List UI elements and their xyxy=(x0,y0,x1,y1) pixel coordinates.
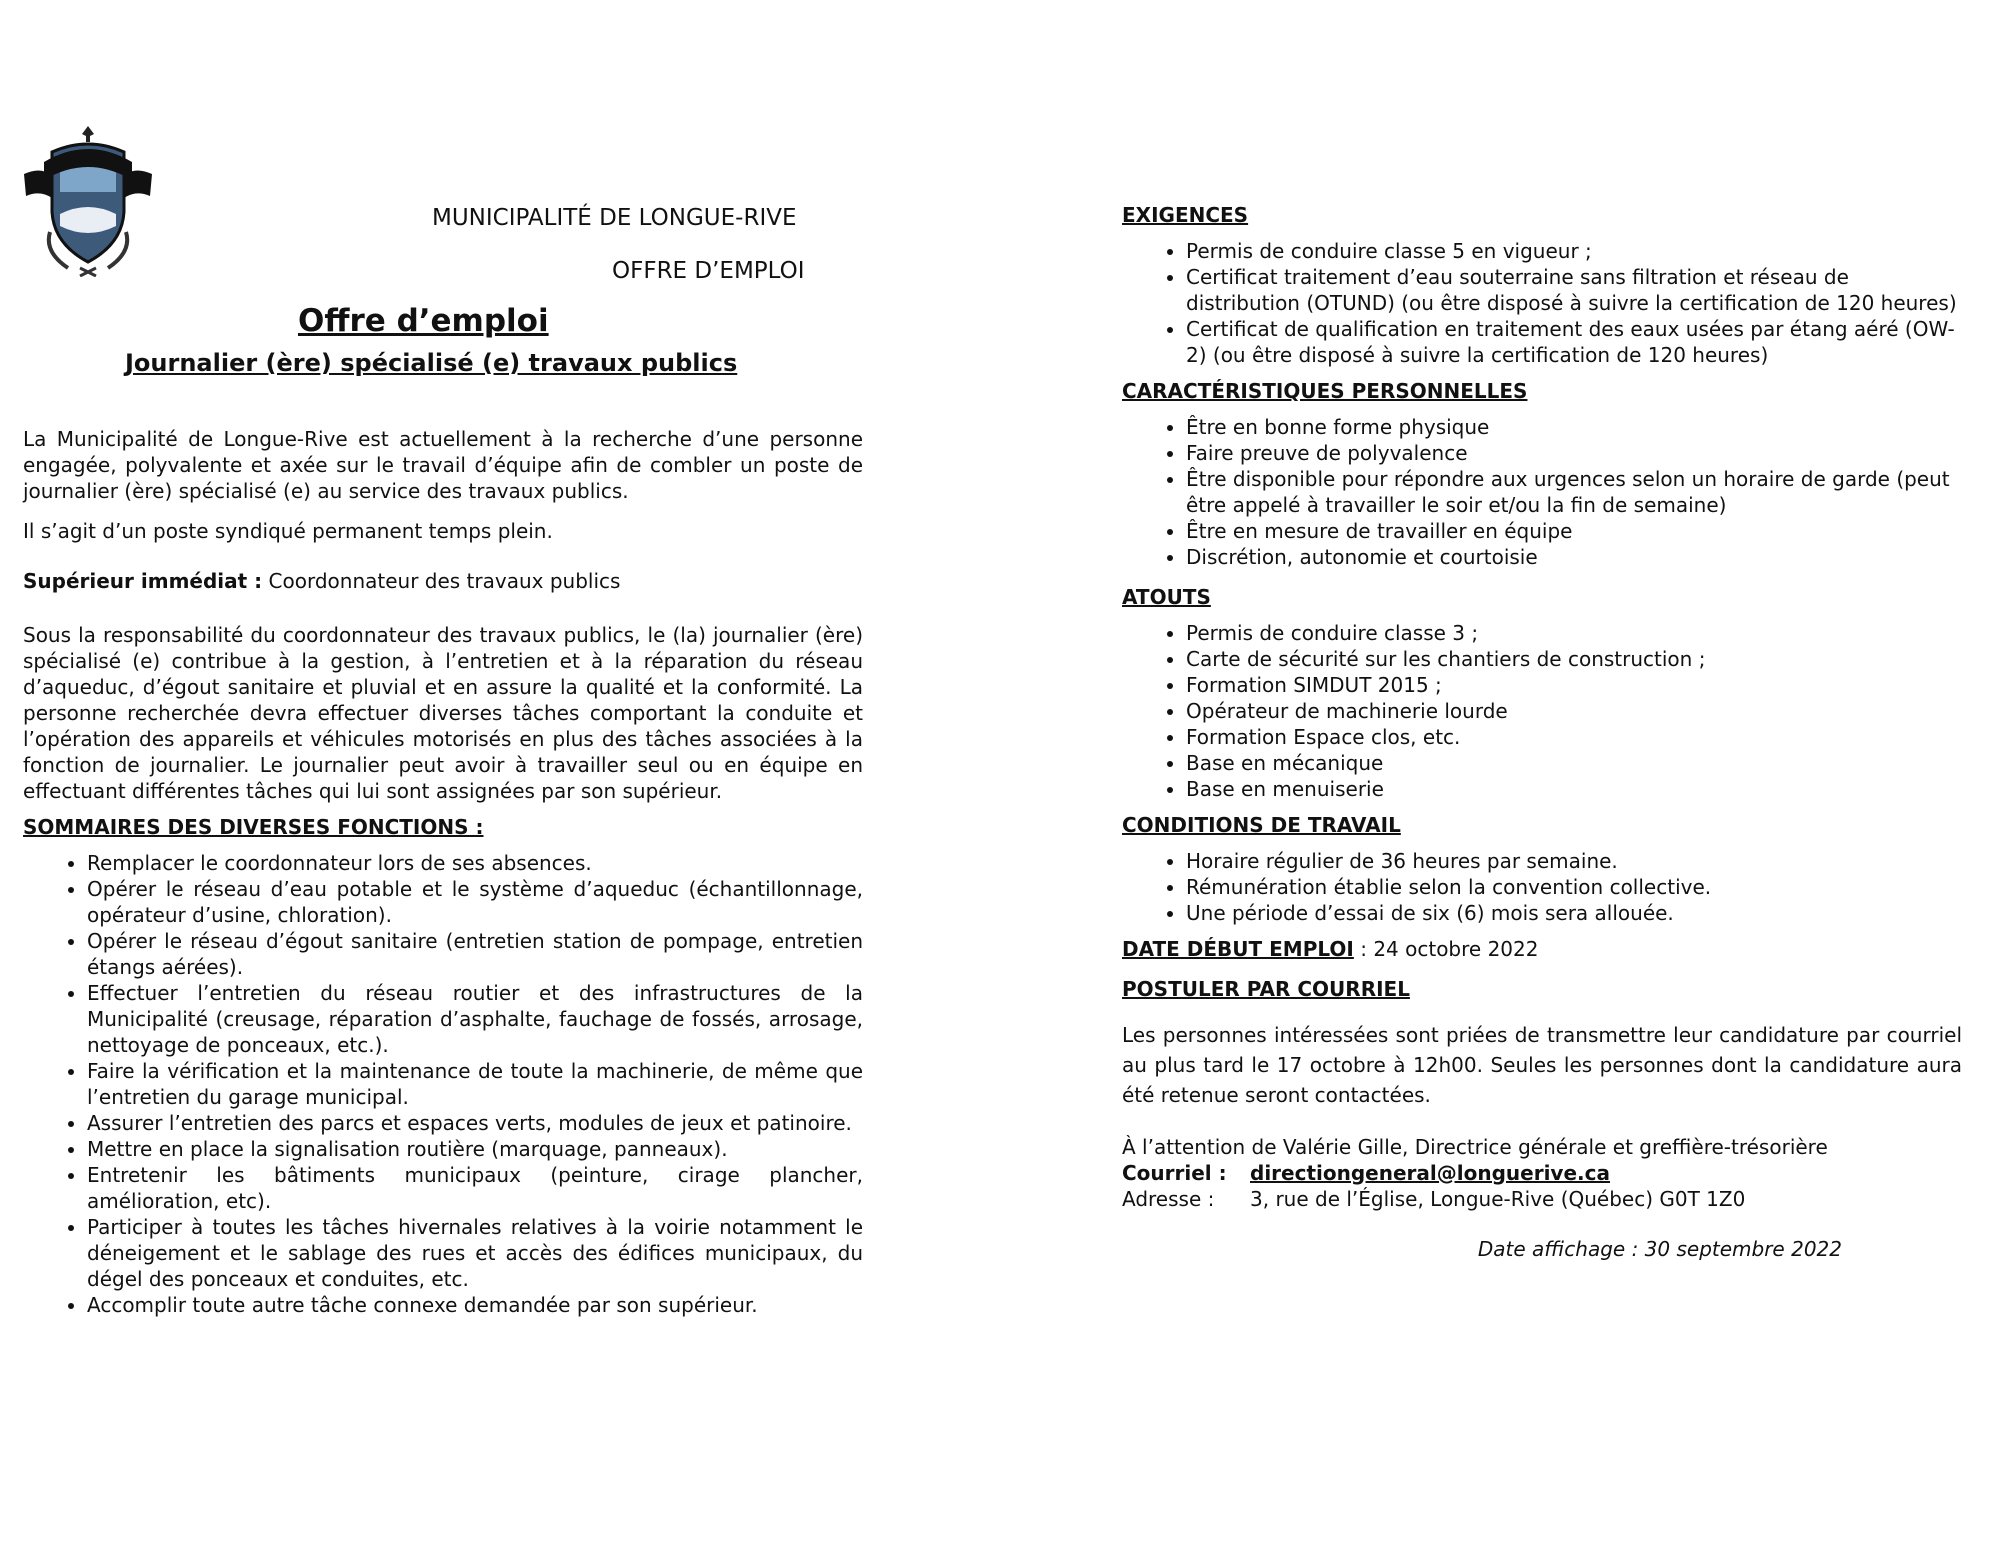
list-item: • Discrétion, autonomie et courtoisie xyxy=(1186,544,1962,570)
list-item: • Effectuer l’entretien du réseau routier et des infrastructures de la Municipalité (creusage, réparation d’asphalte, fauchage de fossés, arrosage, nettoyage de ponceaux, etc.). xyxy=(87,980,863,1058)
supervisor-value: Coordonnateur des travaux publics xyxy=(268,569,621,593)
list-item: • Carte de sécurité sur les chantiers de construction ; xyxy=(1186,646,1962,672)
list-item: • Être en bonne forme physique xyxy=(1186,414,1962,440)
posting-date: Date affichage : 30 septembre 2022 xyxy=(1477,1237,1842,1261)
list-item: • Assurer l’entretien des parcs et espaces verts, modules de jeux et patinoire. xyxy=(87,1110,863,1136)
start-date-value: 24 octobre 2022 xyxy=(1373,937,1539,961)
list-item: • Accomplir toute autre tâche connexe demandée par son supérieur. xyxy=(87,1292,863,1318)
email-link[interactable]: directiongeneral@longuerive.ca xyxy=(1250,1161,1610,1185)
list-item: • Formation Espace clos, etc. xyxy=(1186,724,1962,750)
requirements-list xyxy=(1122,238,1962,368)
apply-heading: POSTULER PAR COURRIEL xyxy=(1122,977,1410,1001)
apply-paragraph: Les personnes intéressées sont priées de transmettre leur candidature par courriel au plus tard le 17 octobre à 12h00. Seules les personnes dont la candidature aura été retenue seront contactées. xyxy=(1122,1023,1962,1107)
address-value: 3, rue de l’Église, Longue-Rive (Québec) G0T 1Z0 xyxy=(1250,1187,1746,1211)
list-item: • Permis de conduire classe 3 ; xyxy=(1186,620,1962,646)
start-date-label: DATE DÉBUT EMPLOI xyxy=(1122,937,1354,961)
supervisor-label: Supérieur immédiat : xyxy=(23,569,263,593)
municipality-name: MUNICIPALITÉ DE LONGUE-RIVE xyxy=(432,205,797,231)
list-item: • Base en mécanique xyxy=(1186,750,1962,776)
start-date-sep: : xyxy=(1353,937,1374,961)
offer-label: OFFRE D’EMPLOI xyxy=(612,258,805,284)
email-row xyxy=(1122,1160,1962,1186)
personal-list xyxy=(1122,414,1962,570)
list-item: • Entretenir les bâtiments municipaux (peinture, cirage plancher, amélioration, etc). xyxy=(87,1162,863,1214)
list-item: • Être en mesure de travailler en équipe xyxy=(1186,518,1962,544)
job-subtitle: Journalier (ère) spécialisé (e) travaux publics xyxy=(125,349,738,377)
start-date-line xyxy=(1122,936,1962,962)
list-item: • Opérer le réseau d’égout sanitaire (entretien station de pompage, entretien étangs aérées). xyxy=(87,928,863,980)
list-item: • Mettre en place la signalisation routière (marquage, panneaux). xyxy=(87,1136,863,1162)
list-item: • Opérer le réseau d’eau potable et le système d’aqueduc (échantillonnage, opérateur d’usine, chloration). xyxy=(87,876,863,928)
page-title: Offre d’emploi xyxy=(298,303,549,339)
intro-paragraph: La Municipalité de Longue-Rive est actuellement à la recherche d’une personne engagée, polyvalente et axée sur le travail d’équipe afin de combler un poste de journalier (ère) spécialisé (e) au service des travaux publics. xyxy=(23,427,863,503)
list-item: • Rémunération établie selon la convention collective. xyxy=(1186,874,1962,900)
list-item: • Opérateur de machinerie lourde xyxy=(1186,698,1962,724)
supervisor-line xyxy=(23,568,863,594)
list-item: • Formation SIMDUT 2015 ; xyxy=(1186,672,1962,698)
list-item: • Participer à toutes les tâches hivernales relatives à la voirie notamment le déneigement et le sablage des rues et accès des édifices municipaux, du dégel des ponceaux et conduites, etc. xyxy=(87,1214,863,1292)
position-type: Il s’agit d’un poste syndiqué permanent temps plein. xyxy=(23,519,553,543)
attention-line: À l’attention de Valérie Gille, Directrice générale et greffière-trésorière xyxy=(1122,1135,1828,1159)
list-item: • Permis de conduire classe 5 en vigueur ; xyxy=(1186,238,1962,264)
address-row xyxy=(1122,1186,1962,1212)
requirements-heading: EXIGENCES xyxy=(1122,203,1249,227)
municipal-coat-of-arms-icon xyxy=(22,122,154,277)
conditions-list xyxy=(1122,848,1962,926)
list-item: • Une période d’essai de six (6) mois sera allouée. xyxy=(1186,900,1962,926)
address-label: Adresse : xyxy=(1122,1187,1215,1211)
right-column xyxy=(1122,202,1962,1262)
list-item: • Faire preuve de polyvalence xyxy=(1186,440,1962,466)
functions-list xyxy=(23,850,863,1318)
email-label: Courriel : xyxy=(1122,1161,1227,1185)
list-item: • Horaire régulier de 36 heures par semaine. xyxy=(1186,848,1962,874)
conditions-heading: CONDITIONS DE TRAVAIL xyxy=(1122,813,1401,837)
list-item: • Certificat traitement d’eau souterraine sans filtration et réseau de distribution (OTUND) (ou être disposé à suivre la certification de 120 heures) xyxy=(1186,264,1962,316)
functions-heading: SOMMAIRES DES DIVERSES FONCTIONS : xyxy=(23,815,484,839)
responsibility-paragraph: Sous la responsabilité du coordonnateur des travaux publics, le (la) journalier (ère) spécialisé (e) contribue à la gestion, à l’entretien et à la réparation du réseau d’aqueduc, d’égout sanitaire et pluvial et en assure la qualité et la conformité. La personne recherchée devra effectuer diverses tâches comportant la conduite et l’opération des appareils et véhicules motorisés en plus des tâches associées à la fonction de journalier. Le journalier peut avoir à travailler seul ou en équipe en effectuant différentes tâches qui lui sont assignées par son supérieur. xyxy=(23,623,863,803)
list-item: • Base en menuiserie xyxy=(1186,776,1962,802)
assets-heading: ATOUTS xyxy=(1122,585,1211,609)
list-item: • Faire la vérification et la maintenance de toute la machinerie, de même que l’entretien du garage municipal. xyxy=(87,1058,863,1110)
left-column xyxy=(23,426,863,1318)
list-item: • Être disponible pour répondre aux urgences selon un horaire de garde (peut être appelé à travailler le soir et/ou la fin de semaine) xyxy=(1186,466,1962,518)
list-item: • Remplacer le coordonnateur lors de ses absences. xyxy=(87,850,863,876)
list-item: • Certificat de qualification en traitement des eaux usées par étang aéré (OW-2) (ou être disposé à suivre la certification de 120 heures) xyxy=(1186,316,1962,368)
assets-list xyxy=(1122,620,1962,802)
personal-heading: CARACTÉRISTIQUES PERSONNELLES xyxy=(1122,379,1528,403)
